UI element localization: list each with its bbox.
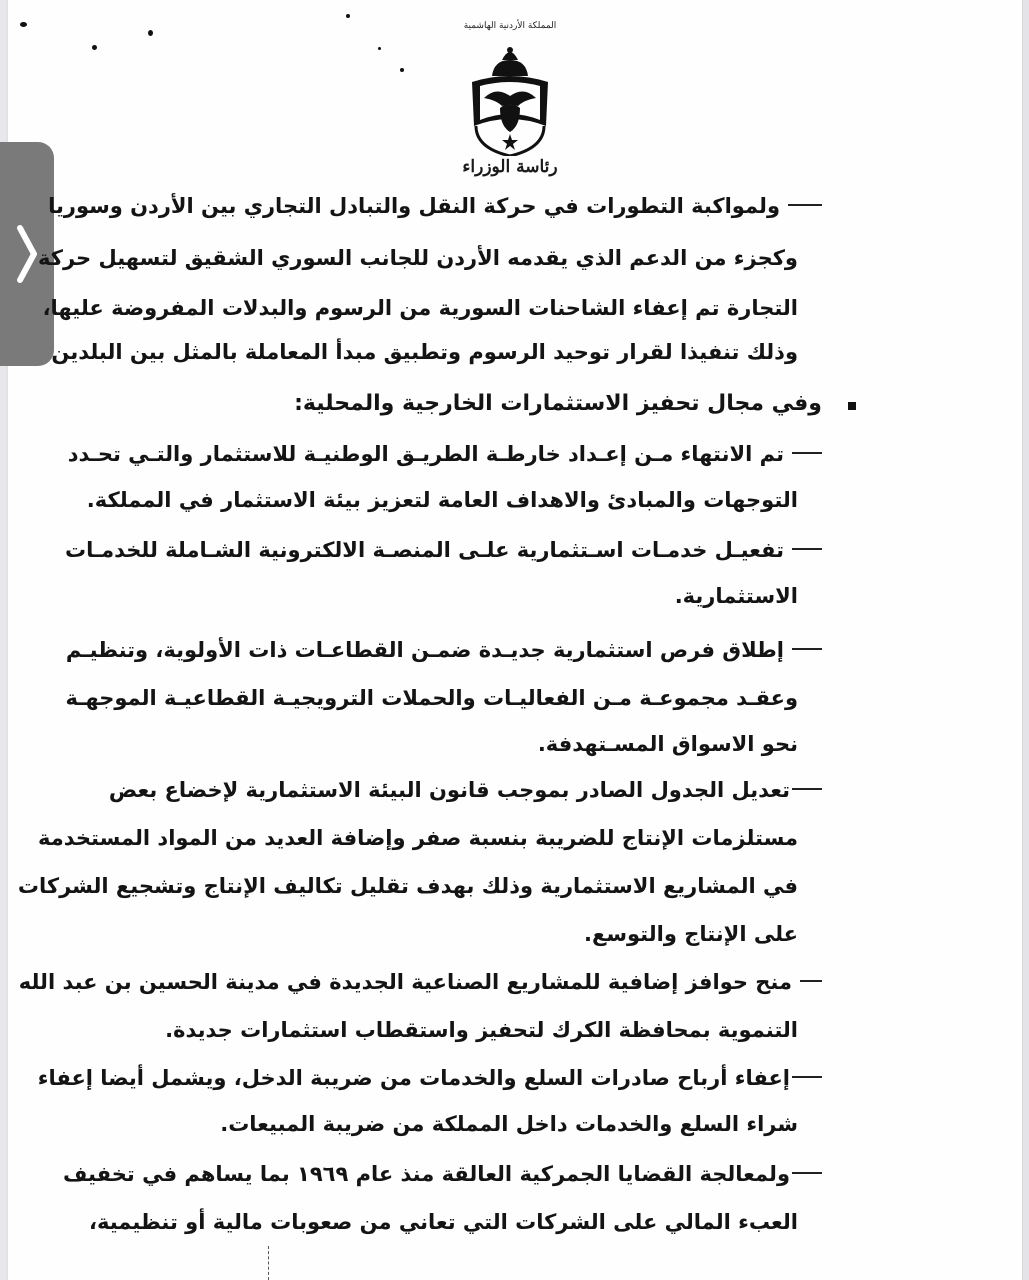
line-text: وذلك تنفيذا لقرار توحيد الرسوم وتطبيق مبدأ المعاملة بالمثل بين البلدين xyxy=(51,340,798,364)
scan-speck xyxy=(378,47,381,50)
text-line xyxy=(37,1064,822,1092)
line-text: العبء المالي على الشركات التي تعاني من صعوبات مالية أو تنظيمية، xyxy=(89,1210,798,1234)
dash-marker xyxy=(792,788,822,790)
scan-speck xyxy=(92,45,97,50)
line-text: التجارة تم إعفاء الشاحنات السورية من الرسوم والبدلات المفروضة عليها، xyxy=(42,296,798,320)
line-text: مستلزمات الإنتاج للضريبة بنسبة صفر وإضافة العديد من المواد المستخدمة xyxy=(38,826,798,850)
heading-text: وفي مجال تحفيز الاستثمارات الخارجية والمحلية: xyxy=(294,391,822,416)
text-line xyxy=(63,1160,822,1188)
emblem-top-text: المملكة الأردنية الهاشمية xyxy=(463,21,557,31)
chevron-right-icon xyxy=(15,222,39,286)
page-right-margin xyxy=(964,0,1029,1280)
line-text: إطلاق فرص استثمارية جديـدة ضمـن القطاعـات ذات الأولوية، وتنظيـم xyxy=(65,638,784,662)
text-line xyxy=(67,440,822,468)
line-text: وعقـد مجموعـة مـن الفعاليـات والحملات الترويجيـة القطاعيـة الموجهـة xyxy=(65,686,798,710)
line-text: في المشاريع الاستثمارية وذلك بهدف تقليل تكاليف الإنتاج وتشجيع الشركات xyxy=(17,874,798,898)
scan-speck xyxy=(148,30,153,36)
dash-marker xyxy=(792,452,822,454)
line-text: تم الانتهاء مـن إعـداد خارطـة الطريـق الوطنيـة للاستثمار والتـي تحـدد xyxy=(67,442,784,466)
scan-speck xyxy=(20,22,27,27)
jordan-coat-of-arms-icon xyxy=(462,38,558,156)
line-text: التوجهات والمبادئ والاهداف العامة لتعزيز بيئة الاستثمار في المملكة. xyxy=(86,488,798,512)
dash-marker xyxy=(792,648,822,650)
line-text: على الإنتاج والتوسع. xyxy=(584,922,798,946)
line-text: نحو الاسواق المسـتهدفة. xyxy=(537,732,798,756)
line-text: شراء السلع والخدمات داخل المملكة من ضريبة المبيعات. xyxy=(220,1112,798,1136)
text-line xyxy=(460,920,798,948)
scan-speck xyxy=(346,14,350,18)
line-text: تفعيـل خدمـات اسـتثمارية علـى المنصـة الالكترونية الشـاملة للخدمـات xyxy=(64,538,784,562)
text-line xyxy=(220,1110,798,1138)
text-line xyxy=(560,582,798,610)
coat-of-arms-emblem xyxy=(440,16,580,184)
text-line xyxy=(18,968,822,996)
section-heading xyxy=(294,390,822,418)
line-text: وكجزء من الدعم الذي يقدمه الأردن للجانب السوري الشقيق لتسهيل حركة xyxy=(38,246,798,270)
text-line xyxy=(65,684,798,712)
square-bullet-icon xyxy=(848,402,856,410)
dash-marker xyxy=(792,548,822,550)
line-text: ولمواكبة التطورات في حركة النقل والتبادل التجاري بين الأردن وسوريا xyxy=(48,194,780,218)
page-fold-mark xyxy=(268,1246,269,1280)
viewer-scrollbar-track[interactable] xyxy=(1022,0,1029,1280)
text-line xyxy=(108,776,822,804)
text-line xyxy=(165,1016,798,1044)
text-line xyxy=(86,486,798,514)
line-text: الاستثمارية. xyxy=(674,584,798,608)
text-line xyxy=(17,872,798,900)
line-text: التنموية بمحافظة الكرك لتحفيز واستقطاب استثمارات جديدة. xyxy=(165,1018,798,1042)
text-line xyxy=(48,192,822,220)
text-line xyxy=(89,1208,798,1236)
text-line xyxy=(38,824,798,852)
text-line xyxy=(42,294,798,322)
text-line xyxy=(460,730,798,758)
dash-marker xyxy=(792,1172,822,1174)
text-line xyxy=(65,636,822,664)
text-line xyxy=(51,338,798,366)
dash-marker xyxy=(800,980,822,982)
text-line xyxy=(64,536,822,564)
line-text: منح حوافز إضافية للمشاريع الصناعية الجديدة في مدينة الحسين بن عبد الله xyxy=(18,970,792,994)
line-text: ولمعالجة القضايا الجمركية العالقة منذ عام ١٩٦٩ بما يساهم في تخفيف xyxy=(63,1162,790,1186)
line-text: تعديل الجدول الصادر بموجب قانون البيئة الاستثمارية لإخضاع بعض xyxy=(108,778,790,802)
line-text: إعفاء أرباح صادرات السلع والخدمات من ضريبة الدخل، ويشمل أيضا إعفاء xyxy=(37,1066,790,1090)
emblem-caption: رئاسة الوزراء xyxy=(462,157,558,177)
dash-marker xyxy=(788,204,822,206)
scan-speck xyxy=(400,68,404,72)
dash-marker xyxy=(792,1076,822,1078)
text-line xyxy=(38,244,798,272)
